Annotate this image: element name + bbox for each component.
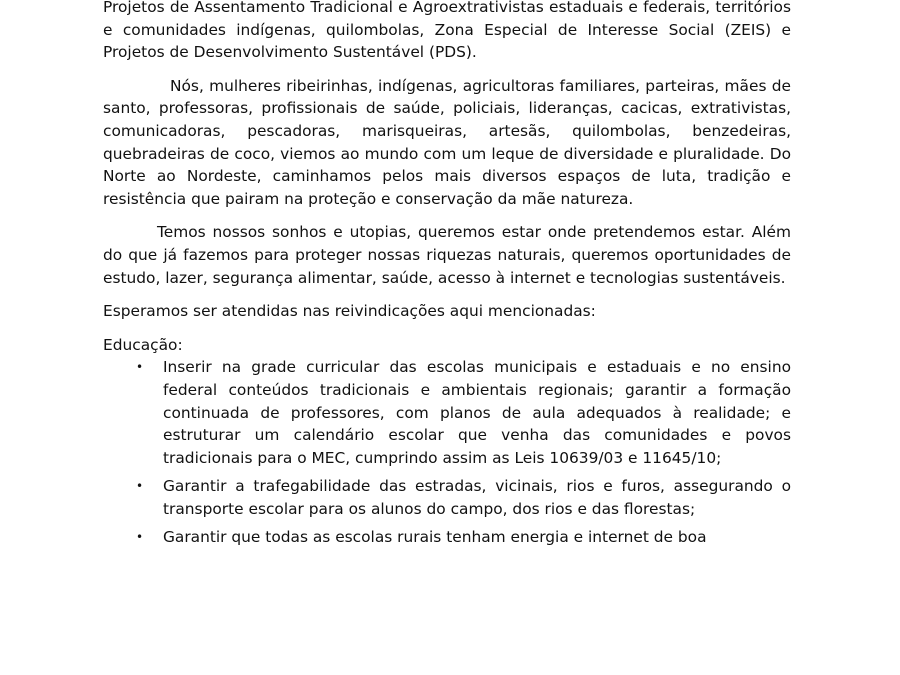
- paragraph-women-identity: Nós, mulheres ribeirinhas, indígenas, agricultoras familiares, parteiras, mães de santo, professoras, profissionais de saúde, policiais, lideranças, cacicas, extrativistas, comunicadoras, pescadoras, marisqueiras, artesãs, quilombolas, benzedeiras, quebradeiras de coco, viemos ao mundo com um leque de diversidade e pluralidade. Do Norte ao Nordeste, caminhamos pelos mais diversos espaços de luta, tradição e resistência que pairam na proteção e conservação da mãe natureza.: [103, 76, 791, 208]
- bullet-icon: •: [136, 479, 144, 494]
- section-title-education: Educação:: [103, 335, 183, 354]
- list-item-text: Garantir que todas as escolas rurais tenham energia e internet de boa: [163, 528, 707, 547]
- list-item-text: Garantir a trafegabilidade das estradas, vicinais, rios e furos, assegurando o transporte escolar para os alunos do campo, dos rios e das florestas;: [163, 477, 791, 518]
- list-item-text: Inserir na grade curricular das escolas municipais e estaduais e no ensino federal conteúdos tradicionais e ambientais regionais; garantir a formação continuada de professores, com planos de aula adequados à realidade; e estruturar um calendário escolar que venha das comunidades e povos tradicionais para o MEC, cumprindo assim as Leis 10639/03 e 11645/10;: [163, 358, 791, 467]
- list-item: [103, 475, 791, 520]
- document-page: [103, 0, 791, 555]
- paragraph-dreams-utopias: Temos nossos sonhos e utopias, queremos estar onde pretendemos estar. Além do que já fazemos para proteger nossas riquezas naturais, queremos oportunidades de estudo, lazer, segurança alimentar, saúde, acesso à internet e tecnologias sustentáveis.: [103, 223, 791, 287]
- bullet-icon: •: [136, 360, 144, 375]
- list-item: [103, 356, 791, 469]
- education-bullet-list: [103, 356, 791, 549]
- paragraph-demands-intro: Esperamos ser atendidas nas reivindicações aqui mencionadas:: [103, 302, 596, 321]
- paragraph-settlement-projects: Projetos de Assentamento Tradicional e Agroextrativistas estaduais e federais, territórios e comunidades indígenas, quilombolas, Zona Especial de Interesse Social (ZEIS) e Projetos de Desenvolvimento Sustentável (PDS).: [103, 0, 791, 62]
- bullet-icon: •: [136, 530, 144, 545]
- list-item: [103, 526, 791, 549]
